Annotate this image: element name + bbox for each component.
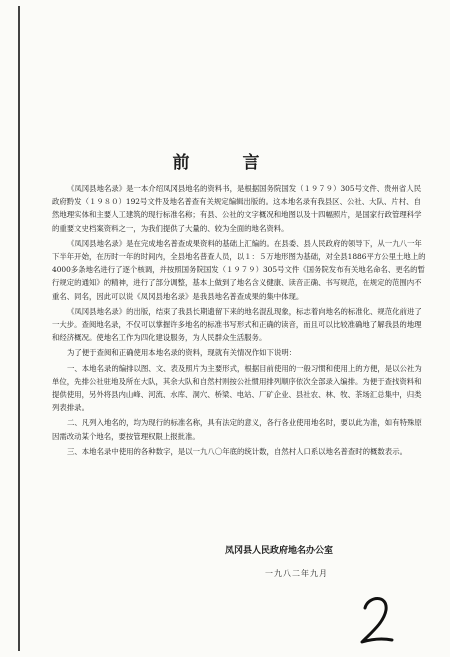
paragraph: 一、本地名录的编排以图、文、表及照片为主要形式，根据目前使用的一般习惯和使用上的方便，是以公社为单位，先排公社驻地及所在大队，其余大队和自然村则按公社惯用排列顺序依次全部录入编排。为便于查找资料和提供使用，另外将县内山峰、河流、水库、洞穴、桥梁、电站、厂矿企业、县社农、林、牧、茶场汇总集中，归类列表排录。 [52, 363, 422, 413]
paragraph: 三、本地名录中使用的各种数字，是以一九八〇年底的统计数，自然村人口系以地名普查时的概数表示。 [67, 446, 407, 456]
paragraph: 《凤冈县地名录》的出版，结束了我县长期遗留下来的地名混乱现象，标志着向地名的标准化、规范化前进了一大步。查阅地名录，不仅可以掌握许多地名的标准书写形式和正确的读音，而且可以比较准确地了解我县的地理和经济概况。使地名工作为四化建设服务，为人民群众生活服务。 [52, 306, 422, 343]
preface-body [52, 182, 427, 458]
page-title: 前 言 [172, 153, 278, 173]
handwritten-page-number [356, 588, 396, 648]
binding-edge-line [18, 6, 20, 651]
signature-date: 一九八二年九月 [265, 569, 328, 578]
paragraph: 为了便于查阅和正确使用本地名录的资料，现就有关情况作如下说明： [67, 348, 297, 358]
paragraph: 《凤冈县地名录》是一本介绍凤冈县地名的资料书，是根据国务院国发（１９７９）305号文件、贵州省人民政府黔发（１９８０）192号文件及地名普查有关规定编辑出版的。这本地名录有我县区、公社、大队、片村、自然地理实体和主要人工建筑的现行标准名称；有县、公社的文字概况和地图以及十四幅照片，是国家行政管理科学的重要文史档案资料之一，为我们提供了大量的、较为全面的地名资料。 [52, 184, 422, 233]
paragraph: 《凤冈县地名录》是在完成地名普查成果资料的基础上汇编的。在县委、县人民政府的领导下，从一九八一年下半年开始，在历时一年的时间内，全县地名普查人员，以１：５万地形图为基础，对全县1886平方公里土地上的4000多条地名进行了逐个核调，并按照国务院国发（１９７９）305号文件《国务院发布有关地名命名、更名的暂行规定的通知》的精神，进行了部分调整，基本上做到了地名含义健康、读音正确、书写规范，在规定的范围内不重名、同名，因此可以说《凤冈县地名录》是我县地名普查成果的集中体现。 [52, 238, 426, 301]
paragraph: 二、凡列入地名的，均为现行的标准名称，具有法定的意义，各行各业使用地名时，要以此为准，如有特殊原因需改动某个地名，要按管理权限上报批准。 [52, 418, 422, 441]
office-signature: 凤冈县人民政府地名办公室 [225, 546, 334, 556]
